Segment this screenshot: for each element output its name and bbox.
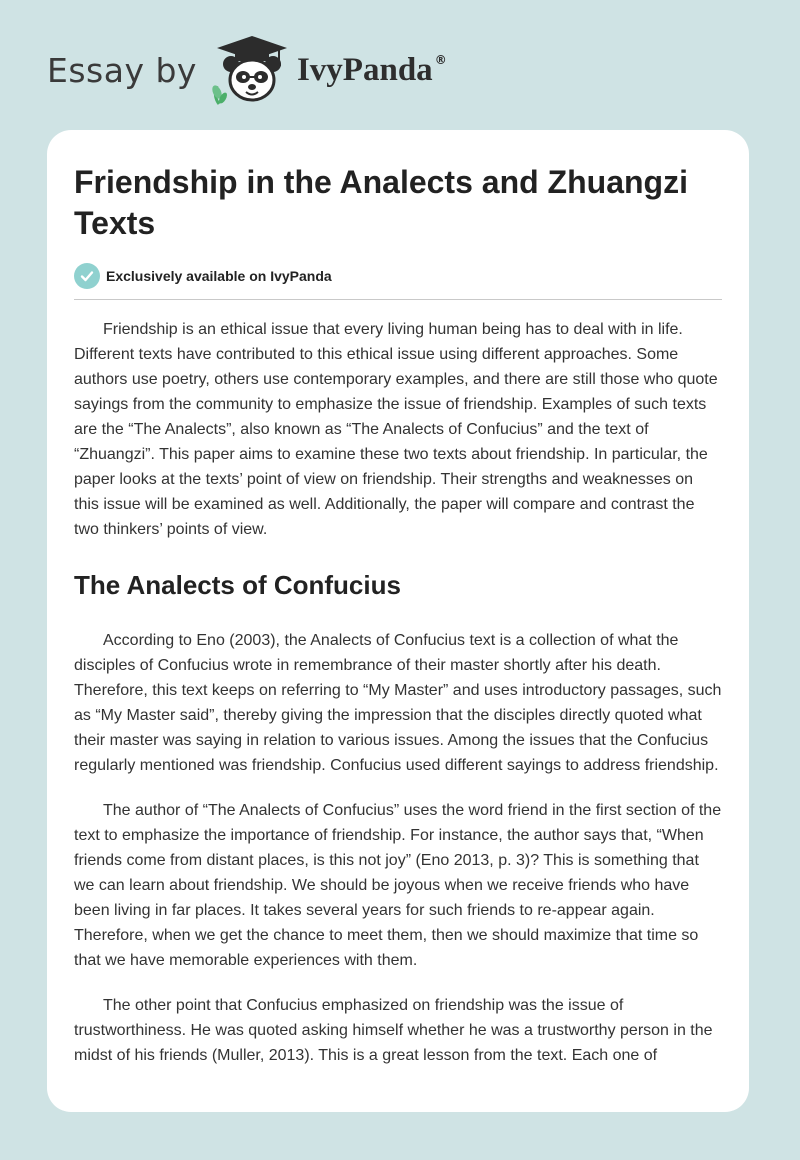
brand-prefix: Essay by	[47, 50, 197, 90]
brand-name: IvyPanda ®	[296, 51, 447, 88]
exclusive-badge	[74, 262, 722, 290]
divider	[74, 299, 722, 300]
body-paragraph: According to Eno (2003), the Analects of Confucius text is a collection of what the disciples of Confucius wrote in remembrance of their master shortly after his death. Therefore, this text keeps on referring to “My Master” and uses introductory passages, such as “My Master said”, thereby giving the impression that the disciples directly quoted what their master was saying in relation to various issues. Among the issues that the Confucius regularly mentioned was friendship. Confucius used different sayings to address friendship.	[74, 632, 722, 774]
exclusive-label: Exclusively available on IvyPanda	[106, 268, 332, 284]
essay-card	[47, 130, 749, 1112]
checkmark-icon	[74, 263, 100, 289]
body-paragraph: The other point that Confucius emphasized on friendship was the issue of trustworthiness. He was quoted asking himself whether he was a trustworthy person in the midst of his friends (Muller, 2013). This is a great lesson from the text. Each one of	[74, 997, 713, 1064]
essay-title: Friendship in the Analects and Zhuangzi Texts	[74, 164, 688, 241]
intro-paragraph: Friendship is an ethical issue that every living human being has to deal with in life. Different texts have contributed to this ethical issue using different approaches. Some authors use poetry, others use contemporary examples, and there are still those who quote sayings from the community to emphasize the issue of friendship. Examples of such texts are the “The Analects”, also known as “The Analects of Confucius” and the text of “Zhuangzi”. This paper aims to examine these two texts about friendship. In particular, the paper looks at the texts’ point of view on friendship. Their strengths and weaknesses on this issue will be examined as well. Additionally, the paper will compare and contrast the two thinkers’ points of view.	[74, 321, 718, 538]
registered-mark: ®	[434, 52, 447, 67]
section-heading: The Analects of Confucius	[74, 570, 401, 600]
brand-header	[47, 34, 447, 106]
panda-logo-icon	[211, 34, 293, 106]
body-paragraph: The author of “The Analects of Confucius” uses the word friend in the first section of the text to emphasize the importance of friendship. For instance, the author says that, “When friends come from distant places, is this not joy” (Eno 2013, p. 3)? This is something that we can learn about friendship. We should be joyous when we receive friends who have been living in far places. It takes several years for such friends to re-appear again. Therefore, when we get the chance to meet them, then we should maximize that time so that we have memorable experiences with them.	[74, 802, 722, 969]
